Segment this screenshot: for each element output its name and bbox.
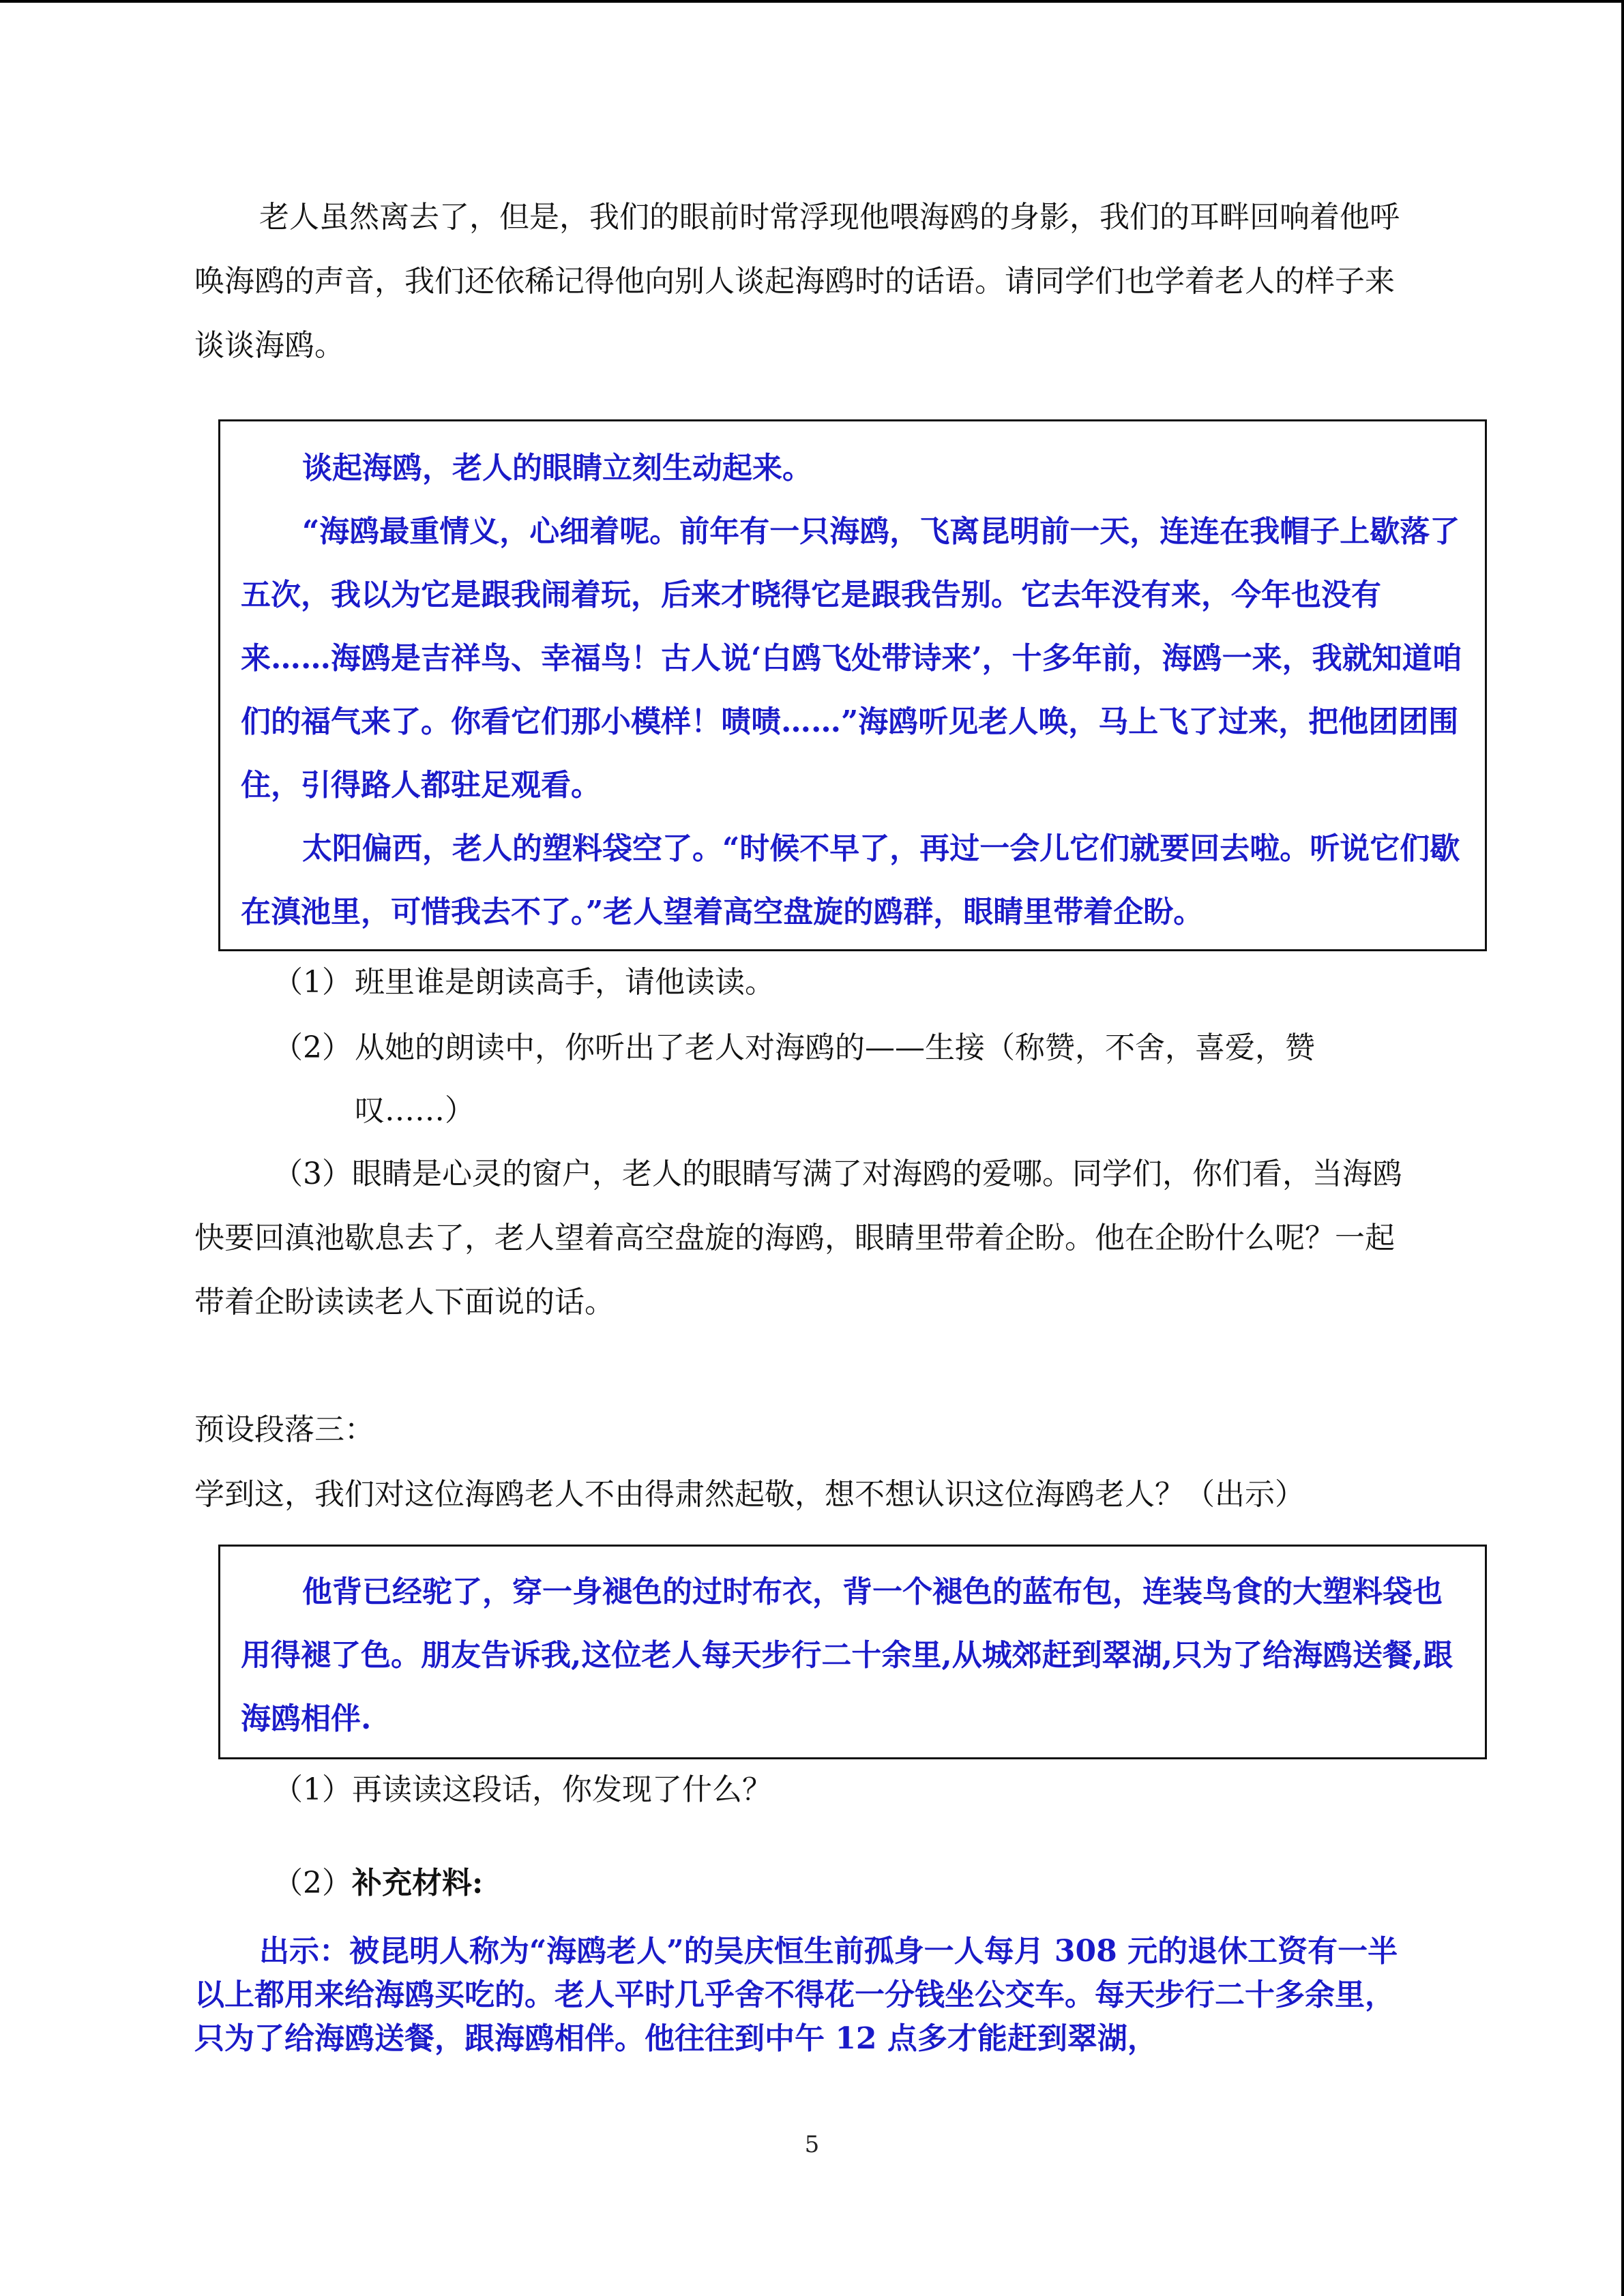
- question-2-continuation: 叹……）: [355, 1093, 475, 1128]
- page-right-edge: [1621, 0, 1624, 2296]
- question-5-label: 补充材料:: [352, 1866, 484, 1900]
- quote-box-conversation: [218, 419, 1487, 951]
- supplement-text: 出示：被昆明人称为“海鸥老人”的吴庆恒生前孤身一人每月 308 元的退休工资有一半以上都用来给海鸥买吃的。老人平时几乎舍不得花一分钱坐公交车。每天步行二十多余里，只为了给海鸥送餐，跟海鸥相伴。他往往到中午 12 点多才能赶到翠湖，: [194, 1934, 1398, 2056]
- quote-line-1: 谈起海鸥，老人的眼睛立刻生动起来。: [302, 451, 812, 486]
- quote-box-description: [218, 1545, 1487, 1759]
- question-3-paragraph: （3）眼睛是心灵的窗户，老人的眼睛写满了对海鸥的爱哪。同学们，你们看，当海鸥快要回滇池歇息去了，老人望着高空盘旋的海鸥，眼睛里带着企盼。他在企盼什么呢？一起带着企盼读读老人下面说的话。: [194, 1157, 1402, 1320]
- question-1: [273, 952, 775, 1013]
- question-5: [273, 1853, 483, 1914]
- question-1-text: 班里谁是朗读高手，请他读读。: [355, 965, 775, 1000]
- page-top-edge: [0, 0, 1624, 3]
- description-text: 他背已经驼了，穿一身褪色的过时布衣，背一个褪色的蓝布包，连装鸟食的大塑料袋也用得褪了色。朋友告诉我,这位老人每天步行二十余里,从城郊赶到翠湖,只为了给海鸥送餐,跟海鸥相伴.: [241, 1575, 1453, 1736]
- question-1-number: （1）: [273, 965, 352, 1000]
- section-title: 预设段落三：: [194, 1412, 374, 1447]
- question-2: [273, 1017, 1315, 1079]
- question-5-number: （2）: [273, 1866, 352, 1900]
- question-2-number: （2）: [273, 1030, 352, 1065]
- page-number: 5: [804, 2131, 820, 2158]
- quote-line-3: 太阳偏西，老人的塑料袋空了。“时候不早了，再过一会儿它们就要回去啦。听说它们歇在滇池里，可惜我去不了。”老人望着高空盘旋的鸥群，眼睛里带着企盼。: [241, 831, 1460, 929]
- section-intro: 学到这，我们对这位海鸥老人不由得肃然起敬，想不想认识这位海鸥老人？（出示）: [194, 1477, 1305, 1512]
- quote-line-2: “海鸥最重情义，心细着呢。前年有一只海鸥，飞离昆明前一天，连连在我帽子上歇落了五次，我以为它是跟我闹着玩，后来才晓得它是跟我告别。它去年没有来，今年也没有来……海鸥是吉祥鸟、幸福鸟！古人说‘白鸥飞处带诗来’，十多年前，海鸥一来，我就知道咱们的福气来了。你看它们那小模样！啧啧……”海鸥听见老人唤，马上飞了过来，把他团团围住，引得路人都驻足观看。: [241, 514, 1462, 803]
- question-4: （1）再读读这段话，你发现了什么？: [273, 1772, 772, 1807]
- question-2-text: 从她的朗读中，你听出了老人对海鸥的——生接（称赞，不舍，喜爱，赞: [355, 1030, 1315, 1065]
- intro-paragraph: 老人虽然离去了，但是，我们的眼前时常浮现他喂海鸥的身影，我们的耳畔回响着他呼唤海鸥的声音，我们还依稀记得他向别人谈起海鸥时的话语。请同学们也学着老人的样子来谈谈海鸥。: [194, 200, 1400, 363]
